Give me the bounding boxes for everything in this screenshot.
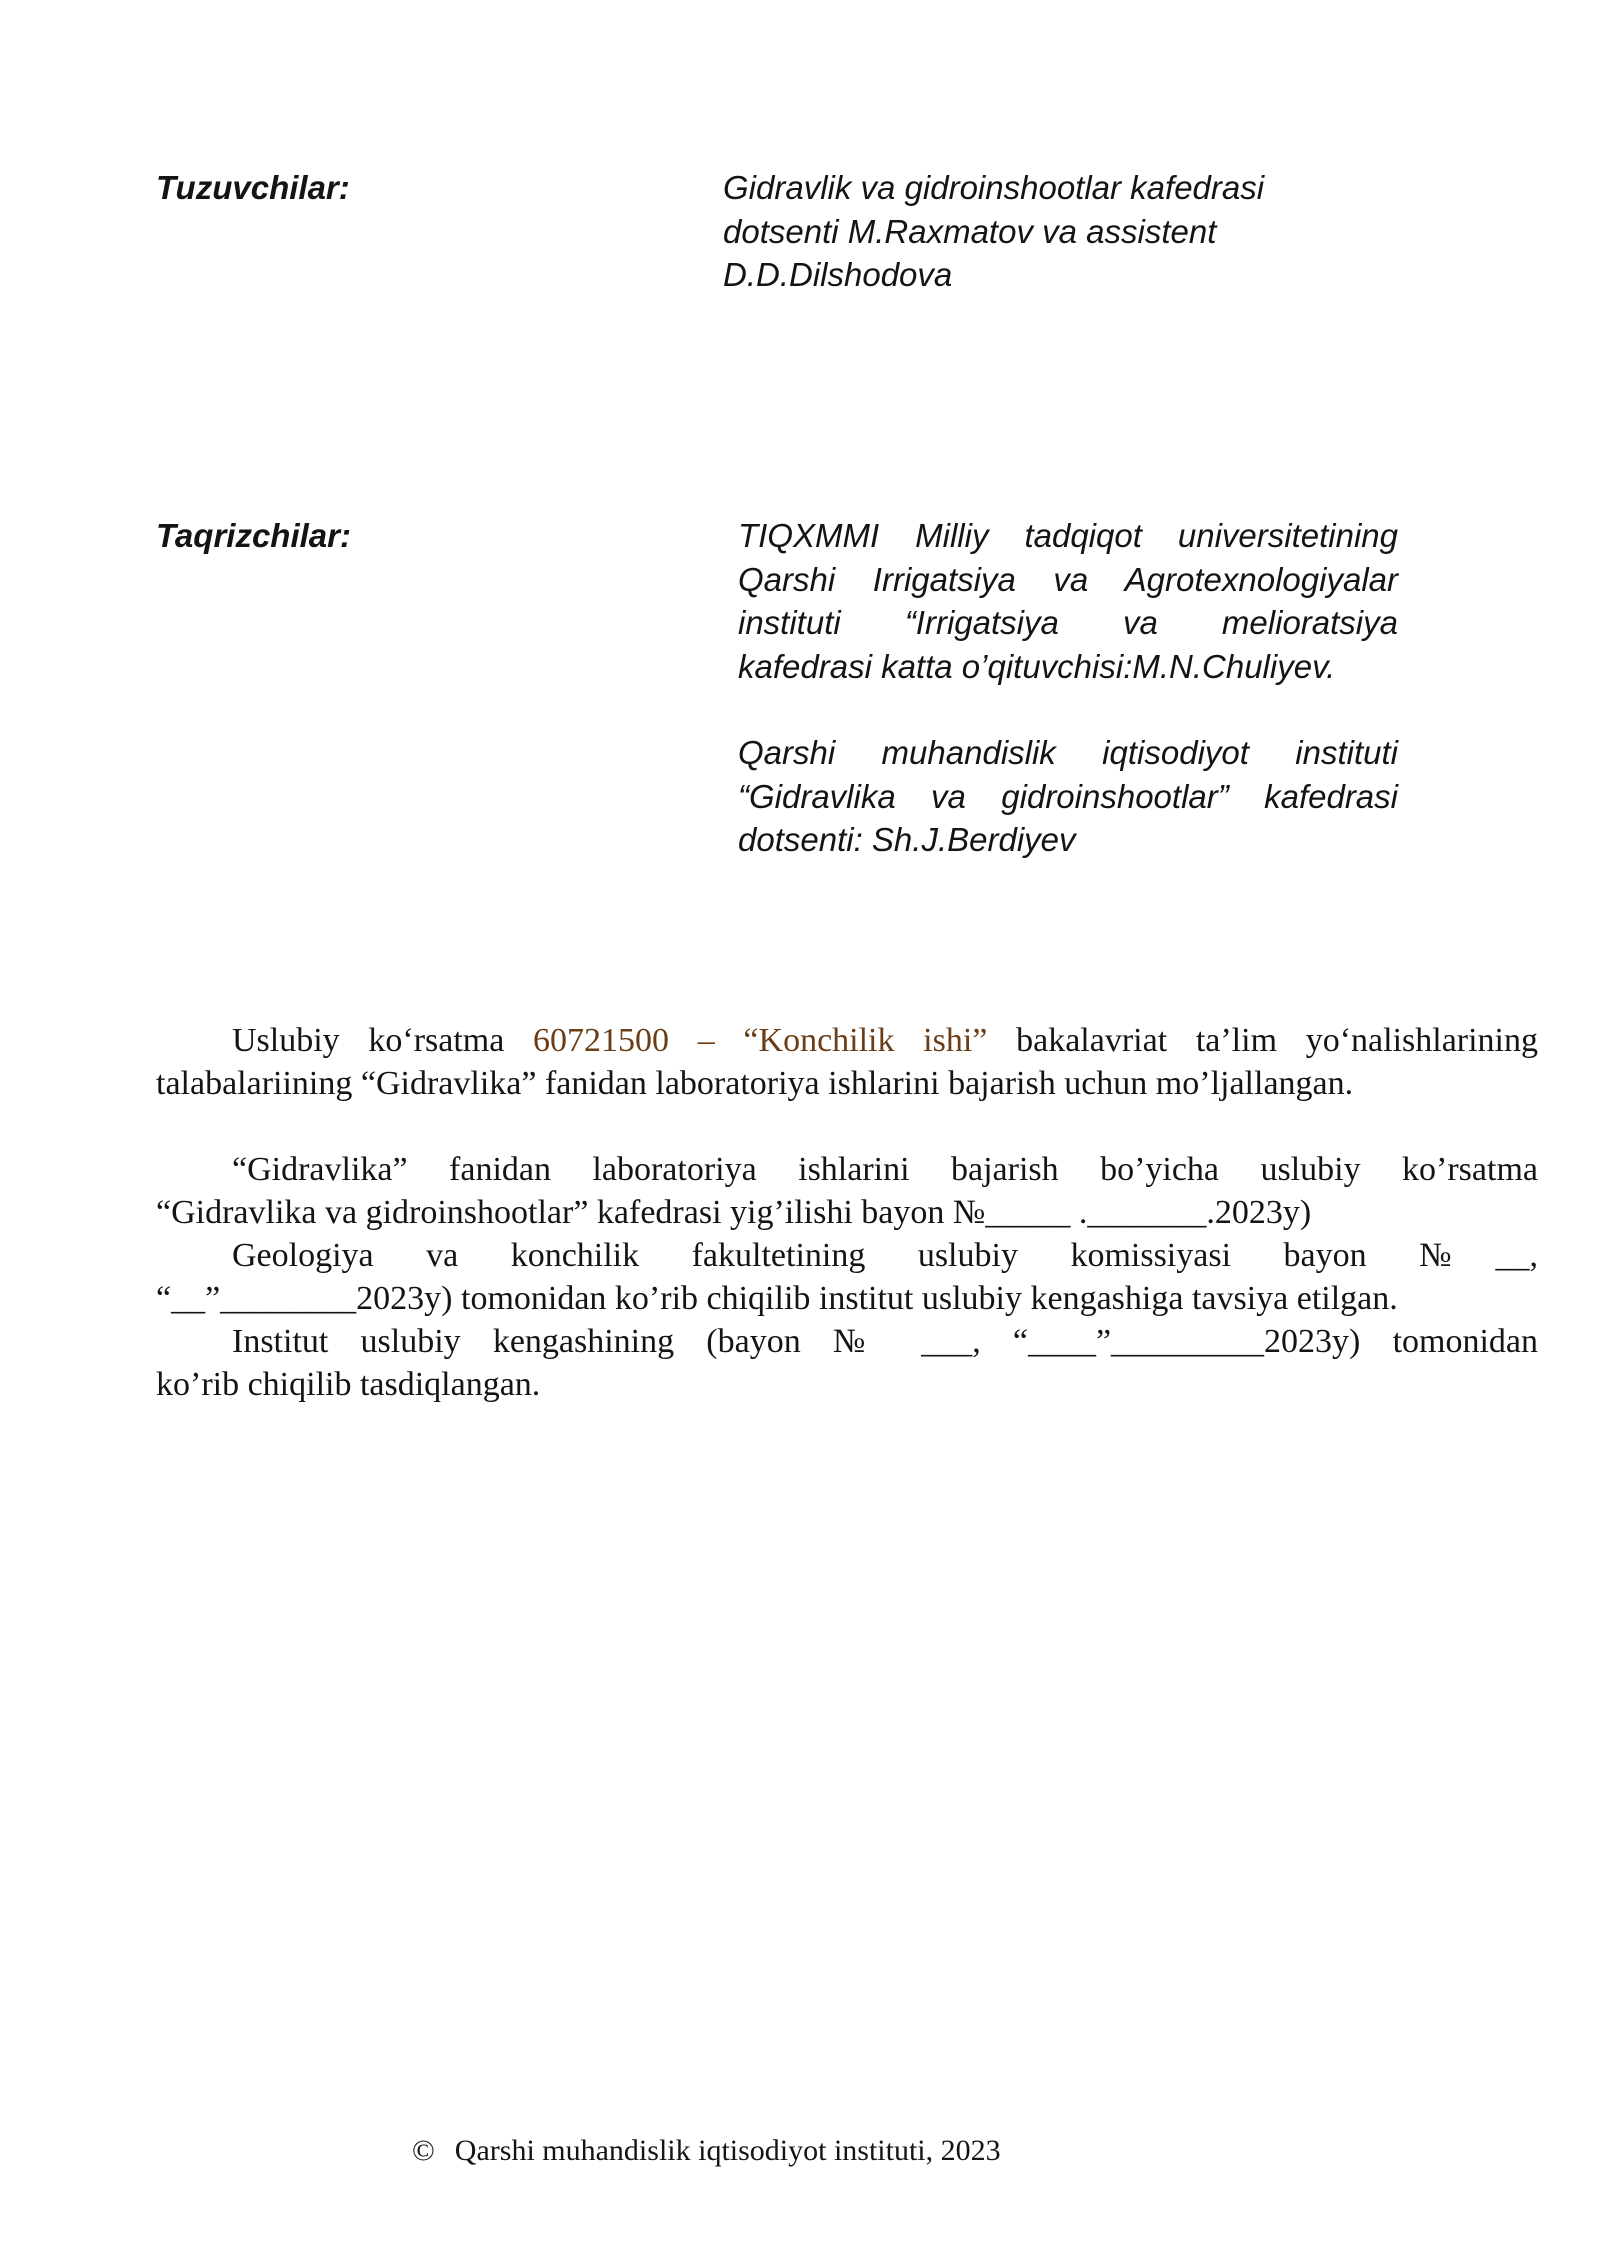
- approval-line: Geologiya va konchilik fakultetining uslubiy komissiyasi bayon №__,: [232, 1237, 1538, 1274]
- copyright-text: Qarshi muhandislik iqtisodiyot instituti, 2023: [454, 2134, 1001, 2167]
- reviewer-1-line: TIQXMMI Milliy tadqiqot universitetining: [738, 517, 1398, 554]
- reviewer-1-block: [738, 514, 1398, 688]
- compilers-label: Tuzuvchilar:: [156, 169, 350, 206]
- reviewer-2-line: Qarshi muhandislik iqtisodiyot instituti: [738, 734, 1398, 771]
- approval-line: “Gidravlika va gidroinshootlar” kafedrasi yig’ilishi bayon №_____ ._______.2023y): [156, 1194, 1312, 1231]
- intro-line-2: talabalariining “Gidravlika” fanidan laboratoriya ishlarini bajarish uchun mo’ljallangan.: [156, 1065, 1354, 1102]
- reviewer-1-line: kafedrasi katta o’qituvchisi:M.N.Chuliyev.: [738, 647, 1336, 685]
- reviewer-2-block: [738, 731, 1398, 862]
- compilers-line: Gidravlik va gidroinshootlar kafedrasi: [723, 169, 1265, 206]
- copyright-symbol: ©: [412, 2134, 435, 2167]
- reviewer-1-line: instituti “Irrigatsiya va melioratsiya: [738, 604, 1398, 641]
- intro-prefix: Uslubiy ko‘rsatma: [232, 1022, 505, 1059]
- copyright-footer: [412, 2132, 1001, 2170]
- compilers-block: [723, 166, 1264, 297]
- intro-line-1: [156, 1019, 1538, 1062]
- reviewer-1-line: Qarshi Irrigatsiya va Agrotexnologiyalar: [738, 560, 1398, 598]
- approval-line: Institut uslubiy kengashining (bayon № ___, “____”_________2023y) tomonidan: [232, 1323, 1538, 1360]
- approval-line: “__”________2023y) tomonidan ko’rib chiqilib institut uslubiy kengashiga tavsiya etilgan.: [156, 1280, 1398, 1317]
- intro-suffix: bakalavriat ta’lim yo‘nalishlarining: [1016, 1022, 1539, 1059]
- compilers-line: D.D.Dilshodova: [723, 256, 953, 293]
- compilers-line: dotsenti M.Raxmatov va assistent: [723, 212, 1217, 250]
- approval-line: ko’rib chiqilib tasdiqlangan.: [156, 1366, 541, 1403]
- intro-paragraph: [156, 1019, 1538, 1105]
- approval-paragraph: [156, 1148, 1538, 1406]
- approval-line: “Gidravlika” fanidan laboratoriya ishlarini bajarish bo’yicha uslubiy ko’rsatma: [232, 1151, 1538, 1188]
- reviewer-2-line: “Gidravlika va gidroinshootlar” kafedrasi: [738, 777, 1398, 815]
- specialty-code: 60721500 – “Konchilik ishi”: [533, 1022, 988, 1059]
- reviewers-label: Taqrizchilar:: [156, 517, 351, 554]
- reviewer-2-line: dotsenti: Sh.J.Berdiyev: [738, 821, 1076, 858]
